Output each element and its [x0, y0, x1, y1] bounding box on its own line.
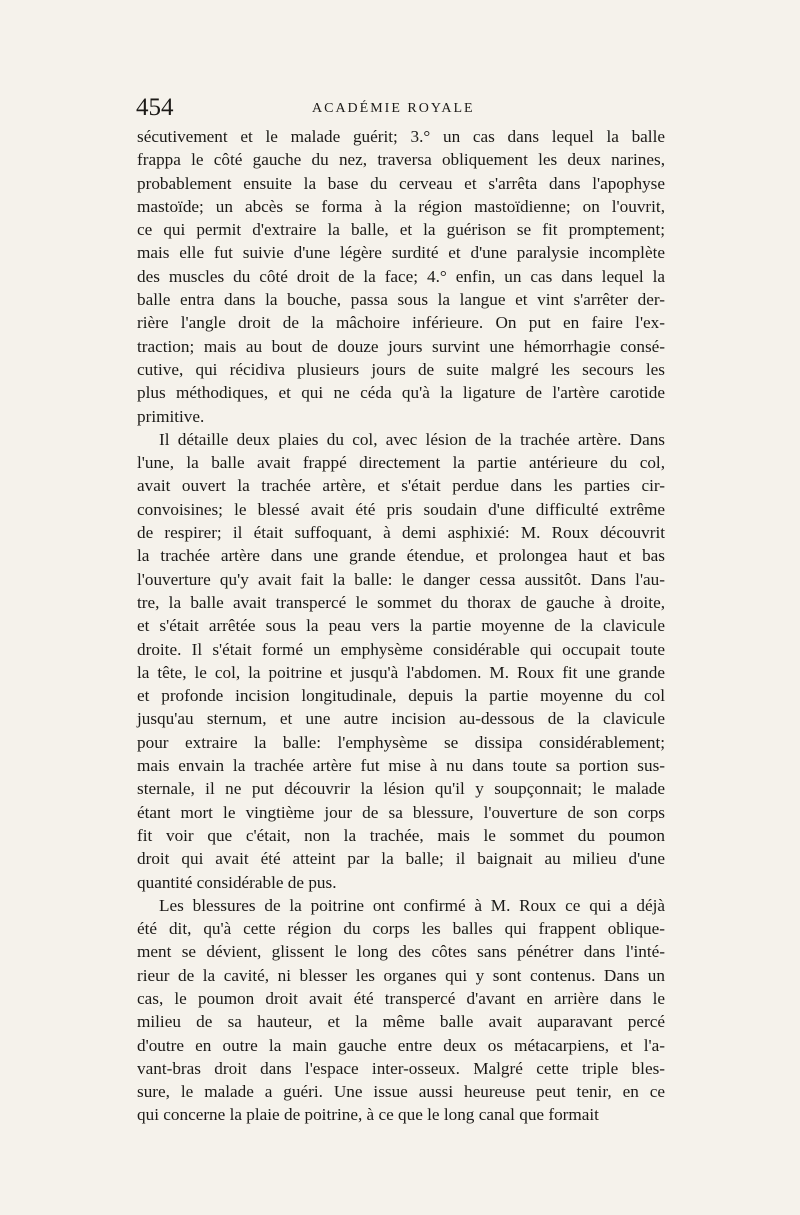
text-line: convoisines; le blessé avait été pris soudain d'une difficulté extrême — [137, 499, 665, 519]
text-line: fit voir que c'était, non la trachée, mais le sommet du poumon — [137, 825, 665, 845]
body-text — [137, 125, 665, 1127]
text-line: milieu de sa hauteur, et la même balle avait auparavant percé — [137, 1012, 665, 1032]
text-line: l'ouverture qu'y avait fait la balle: le danger cessa aussitôt. Dans l'au- — [137, 569, 665, 589]
page-header — [136, 92, 668, 124]
text-line: Les blessures de la poitrine ont confirmé à M. Roux ce qui a déjà — [159, 895, 665, 915]
text-line: étant mort le vingtième jour de sa blessure, l'ouverture de son corps — [137, 802, 665, 822]
text-line: cutive, qui récidiva plusieurs jours de suite malgré les secours les — [137, 359, 665, 379]
text-line: probablement ensuite la base du cerveau et s'arrêta dans l'apophyse — [137, 173, 665, 193]
text-line: traction; mais au bout de douze jours survint une hémorrhagie consé- — [137, 336, 665, 356]
paragraph-3 — [137, 894, 665, 1127]
text-line: ment se dévient, glissent le long des côtes sans pénétrer dans l'inté- — [137, 942, 665, 962]
text-line: avait ouvert la trachée artère, et s'était perdue dans les parties cir- — [137, 476, 665, 496]
text-line: la tête, le col, la poitrine et jusqu'à l'abdomen. M. Roux fit une grande — [137, 662, 665, 682]
text-line: primitive. — [137, 406, 205, 426]
text-line: droite. Il s'était formé un emphysème considérable qui occupait toute — [137, 639, 665, 659]
text-line: frappa le côté gauche du nez, traversa obliquement les deux narines, — [137, 150, 665, 170]
text-line: été dit, qu'à cette région du corps les balles qui frappent oblique- — [137, 919, 665, 939]
text-line: cas, le poumon droit avait été transpercé d'avant en arrière dans le — [137, 988, 665, 1008]
text-line: sternale, il ne put découvrir la lésion qu'il y soupçonnait; le malade — [137, 779, 665, 799]
text-line: la trachée artère dans une grande étendue, et prolongea haut et bas — [137, 546, 665, 566]
text-line: mastoïde; un abcès se forma à la région mastoïdienne; on l'ouvrit, — [137, 196, 665, 216]
text-line: Il détaille deux plaies du col, avec lésion de la trachée artère. Dans — [159, 429, 665, 449]
text-line: tre, la balle avait transpercé le sommet du thorax de gauche à droite, — [137, 592, 665, 612]
text-line: qui concerne la plaie de poitrine, à ce que le long canal que formait — [137, 1105, 599, 1125]
text-line: sure, le malade a guéri. Une issue aussi heureuse peut tenir, en ce — [137, 1082, 665, 1102]
text-line: et s'était arrêtée sous la peau vers la partie moyenne de la clavicule — [137, 616, 665, 636]
text-line: d'outre en outre la main gauche entre deux os métacarpiens, et l'a- — [137, 1035, 665, 1055]
text-line: pour extraire la balle: l'emphysème se dissipa considérablement; — [137, 732, 665, 752]
text-line: et profonde incision longitudinale, depuis la partie moyenne du col — [137, 686, 665, 706]
page-number: 454 — [136, 94, 174, 121]
running-head: ACADÉMIE ROYALE — [312, 101, 475, 116]
text-line: plus méthodiques, et qui ne céda qu'à la ligature de l'artère carotide — [137, 383, 665, 403]
text-line: l'une, la balle avait frappé directement la partie antérieure du col, — [137, 453, 665, 473]
text-line: balle entra dans la bouche, passa sous la langue et vint s'arrêter der- — [137, 290, 665, 310]
text-line: droit qui avait été atteint par la balle; il baignait au milieu d'une — [137, 849, 665, 869]
text-line: rière l'angle droit de la mâchoire inférieure. On put en faire l'ex- — [137, 313, 665, 333]
text-line: mais envain la trachée artère fut mise à nu dans toute sa portion sus- — [137, 756, 665, 776]
text-line: mais elle fut suivie d'une légère surdité et d'une paralysie incomplète — [137, 243, 665, 263]
text-line: ce qui permit d'extraire la balle, et la guérison se fit promptement; — [137, 220, 665, 240]
paragraph-1 — [137, 125, 665, 428]
text-line: des muscles du côté droit de la face; 4.° enfin, un cas dans lequel la — [137, 266, 665, 286]
paragraph-2 — [137, 428, 665, 894]
text-line: vant-bras droit dans l'espace inter-osseux. Malgré cette triple bles- — [137, 1058, 665, 1078]
text-line: rieur de la cavité, ni blesser les organes qui y sont contenus. Dans un — [137, 965, 665, 985]
text-line: de respirer; il était suffoquant, à demi asphixié: M. Roux découvrit — [137, 523, 665, 543]
text-line: jusqu'au sternum, et une autre incision au-dessous de la clavicule — [137, 709, 665, 729]
text-line: sécutivement et le malade guérit; 3.° un cas dans lequel la balle — [137, 127, 665, 146]
text-line: quantité considérable de pus. — [137, 872, 337, 892]
